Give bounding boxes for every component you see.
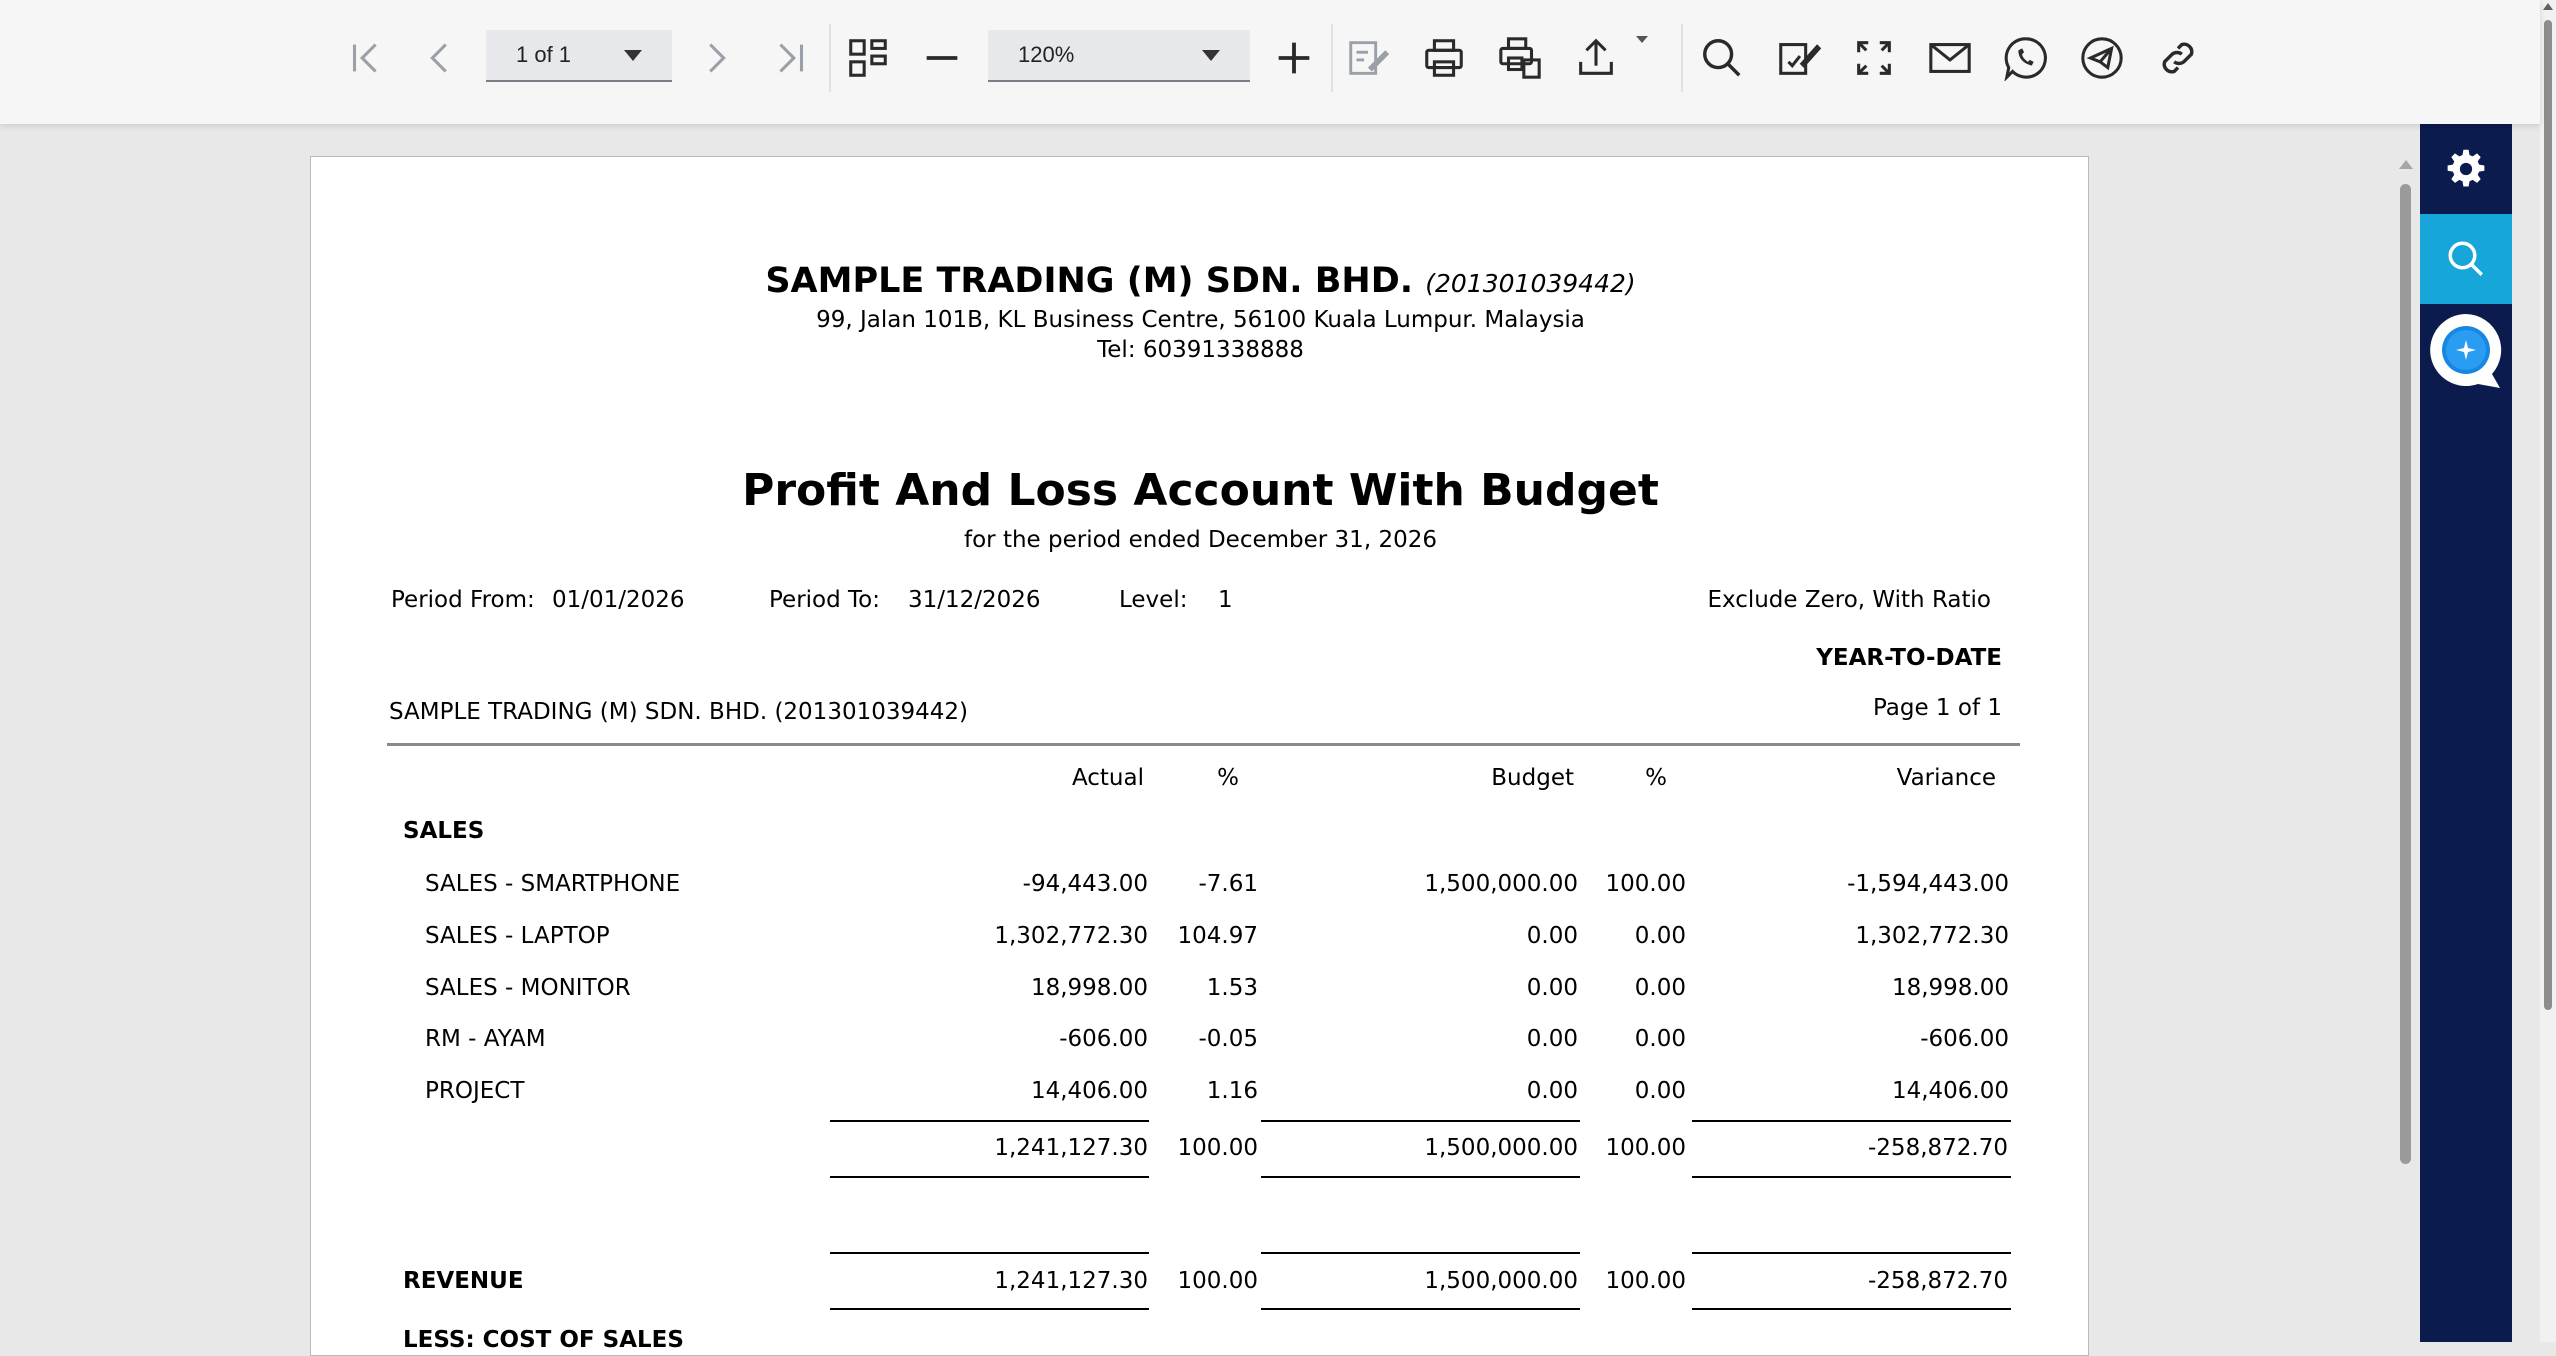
budget-pct-value: 0.00 <box>1634 1078 1686 1104</box>
window-scroll-thumb[interactable] <box>2544 20 2552 1010</box>
side-panel <box>2420 124 2512 1342</box>
email-button[interactable] <box>1918 26 1982 90</box>
total-rule <box>1692 1120 2011 1122</box>
export-button[interactable] <box>1564 26 1628 90</box>
report-subtitle: for the period ended December 31, 2026 <box>964 527 1437 553</box>
viewer-toolbar <box>0 0 2540 124</box>
toolbar-divider <box>829 24 831 92</box>
telegram-button[interactable] <box>2070 26 2134 90</box>
actual-value: -606.00 <box>1059 1026 1148 1052</box>
scroll-thumb[interactable] <box>2400 184 2411 1164</box>
sales-total-actual: 1,241,127.30 <box>994 1135 1148 1161</box>
col-actual: Actual <box>1071 765 1144 791</box>
actual-value: 14,406.00 <box>1030 1078 1148 1104</box>
window-scrollbar[interactable] <box>2540 0 2556 1342</box>
sales-total-variance: -258,872.70 <box>1868 1135 2008 1161</box>
copy-link-button[interactable] <box>2146 26 2210 90</box>
whatsapp-button[interactable] <box>1994 26 2058 90</box>
sales-heading: SALES <box>403 818 485 844</box>
sales-total-budget: 1,500,000.00 <box>1424 1135 1578 1161</box>
print-button[interactable] <box>1412 26 1476 90</box>
actual-pct-value: 1.16 <box>1206 1078 1258 1104</box>
revenue-actual: 1,241,127.30 <box>994 1268 1148 1294</box>
budget-value: 0.00 <box>1526 1078 1578 1104</box>
revenue-budget: 1,500,000.00 <box>1424 1268 1578 1294</box>
sign-document-button[interactable] <box>1766 26 1830 90</box>
report-options: Exclude Zero, With Ratio <box>1707 587 1991 613</box>
zoom-select[interactable] <box>988 30 1250 82</box>
revenue-variance: -258,872.70 <box>1868 1268 2008 1294</box>
company-registration: (201301039442) <box>1425 269 1636 298</box>
budget-value: 0.00 <box>1526 975 1578 1001</box>
account-name: PROJECT <box>425 1078 525 1104</box>
revenue-budget-pct: 100.00 <box>1605 1268 1686 1294</box>
period-to-label: Period To: <box>769 587 880 613</box>
variance-value: 14,406.00 <box>1891 1078 2009 1104</box>
actual-pct-value: 104.97 <box>1177 923 1258 949</box>
total-underline <box>830 1176 1149 1178</box>
col-budget-pct: % <box>1645 765 1667 791</box>
company-address: 99, Jalan 101B, KL Business Centre, 56100 Kuala Lumpur. Malaysia <box>816 307 1585 333</box>
search-icon <box>2445 238 2487 280</box>
cost-of-sales-heading: LESS: COST OF SALES <box>403 1327 684 1353</box>
link-icon <box>2155 35 2201 81</box>
zoom-select-value: 120% <box>1018 42 1075 67</box>
chevron-right-icon <box>693 35 739 81</box>
col-variance: Variance <box>1896 765 1996 791</box>
account-name: RM - AYAM <box>425 1026 546 1052</box>
ytd-label: YEAR-TO-DATE <box>1816 645 2002 671</box>
actual-value: 18,998.00 <box>1030 975 1148 1001</box>
first-page-icon <box>343 35 389 81</box>
page-select[interactable] <box>486 30 672 82</box>
company-line: SAMPLE TRADING (M) SDN. BHD. (201301039442) <box>389 699 968 725</box>
search-panel-button[interactable] <box>2420 214 2512 304</box>
chevron-left-icon <box>417 35 463 81</box>
window-scroll-up-icon[interactable] <box>2543 3 2553 10</box>
report-title: Profit And Loss Account With Budget <box>742 465 1659 516</box>
revenue-actual-pct: 100.00 <box>1177 1268 1258 1294</box>
level-value: 1 <box>1218 587 1233 613</box>
zoom-in-button[interactable] <box>1262 26 1326 90</box>
level-label: Level: <box>1119 587 1188 613</box>
company-tel: Tel: 60391338888 <box>1097 337 1304 363</box>
edit-button[interactable] <box>1336 26 1400 90</box>
period-from-label: Period From: <box>391 587 535 613</box>
last-page-button[interactable] <box>758 26 822 90</box>
account-name: SALES - SMARTPHONE <box>425 871 681 897</box>
revenue-label: REVENUE <box>403 1268 524 1294</box>
revenue-underline <box>1261 1308 1580 1310</box>
zoom-out-button[interactable] <box>910 26 974 90</box>
revenue-rule <box>1261 1252 1580 1254</box>
company-name: SAMPLE TRADING (M) SDN. BHD. <box>765 261 1414 301</box>
revenue-rule <box>830 1252 1149 1254</box>
plus-icon <box>1271 35 1317 81</box>
total-rule <box>830 1120 1149 1122</box>
sign-document-icon <box>1775 35 1821 81</box>
ai-assistant-button[interactable] <box>2426 310 2506 390</box>
revenue-rule <box>1692 1252 2011 1254</box>
budget-value: 1,500,000.00 <box>1424 871 1578 897</box>
budget-value: 0.00 <box>1526 923 1578 949</box>
budget-pct-value: 100.00 <box>1605 871 1686 897</box>
telegram-icon <box>2079 35 2125 81</box>
next-page-button[interactable] <box>684 26 748 90</box>
edit-document-icon <box>1345 35 1391 81</box>
col-actual-pct: % <box>1217 765 1239 791</box>
first-page-button[interactable] <box>334 26 398 90</box>
search-icon <box>1699 35 1745 81</box>
company-header <box>311 261 2089 301</box>
scroll-up-arrow-icon[interactable] <box>2399 160 2413 169</box>
total-rule <box>1261 1120 1580 1122</box>
period-from-value: 01/01/2026 <box>552 587 685 613</box>
toolbar-divider <box>1681 24 1683 92</box>
actual-pct-value: -0.05 <box>1198 1026 1258 1052</box>
variance-value: -1,594,443.00 <box>1847 871 2009 897</box>
budget-value: 0.00 <box>1526 1026 1578 1052</box>
find-button[interactable] <box>1690 26 1754 90</box>
sales-total-budget-pct: 100.00 <box>1605 1135 1686 1161</box>
page-select-value: 1 of 1 <box>516 42 572 67</box>
fullscreen-button[interactable] <box>1842 26 1906 90</box>
printer-icon <box>1421 35 1467 81</box>
chevron-down-icon <box>1202 50 1220 61</box>
variance-value: 1,302,772.30 <box>1855 923 2009 949</box>
sales-total-actual-pct: 100.00 <box>1177 1135 1258 1161</box>
fullscreen-icon <box>1851 35 1897 81</box>
actual-value: 1,302,772.30 <box>994 923 1148 949</box>
actual-value: -94,443.00 <box>1022 871 1148 897</box>
settings-button[interactable] <box>2420 124 2512 214</box>
revenue-underline <box>830 1308 1149 1310</box>
multi-page-view-button[interactable] <box>836 26 900 90</box>
actual-pct-value: 1.53 <box>1206 975 1258 1001</box>
total-underline <box>1261 1176 1580 1178</box>
budget-pct-value: 0.00 <box>1634 923 1686 949</box>
variance-value: -606.00 <box>1920 1026 2009 1052</box>
grid-view-icon <box>845 35 891 81</box>
minus-icon <box>919 35 965 81</box>
export-dropdown-icon[interactable] <box>1636 36 1648 43</box>
actual-pct-value: -7.61 <box>1198 871 1258 897</box>
last-page-icon <box>767 35 813 81</box>
report-page <box>310 156 2089 1356</box>
col-budget: Budget <box>1491 765 1574 791</box>
previous-page-button[interactable] <box>408 26 472 90</box>
page-scrollbar[interactable] <box>2396 156 2414 1342</box>
revenue-underline <box>1692 1308 2011 1310</box>
account-name: SALES - MONITOR <box>425 975 631 1001</box>
chevron-down-icon <box>624 50 642 61</box>
upload-icon <box>1573 35 1619 81</box>
mail-icon <box>1927 35 1973 81</box>
print-page-icon <box>1497 35 1543 81</box>
period-to-value: 31/12/2026 <box>908 587 1041 613</box>
whatsapp-icon <box>2003 35 2049 81</box>
account-name: SALES - LAPTOP <box>425 923 610 949</box>
gear-icon <box>2445 148 2487 190</box>
ai-chat-icon <box>2426 310 2506 390</box>
header-divider <box>387 743 2020 746</box>
page-info: Page 1 of 1 <box>1872 695 2002 721</box>
total-underline <box>1692 1176 2011 1178</box>
print-page-button[interactable] <box>1488 26 1552 90</box>
variance-value: 18,998.00 <box>1891 975 2009 1001</box>
budget-pct-value: 0.00 <box>1634 1026 1686 1052</box>
toolbar-divider <box>1331 24 1333 92</box>
budget-pct-value: 0.00 <box>1634 975 1686 1001</box>
